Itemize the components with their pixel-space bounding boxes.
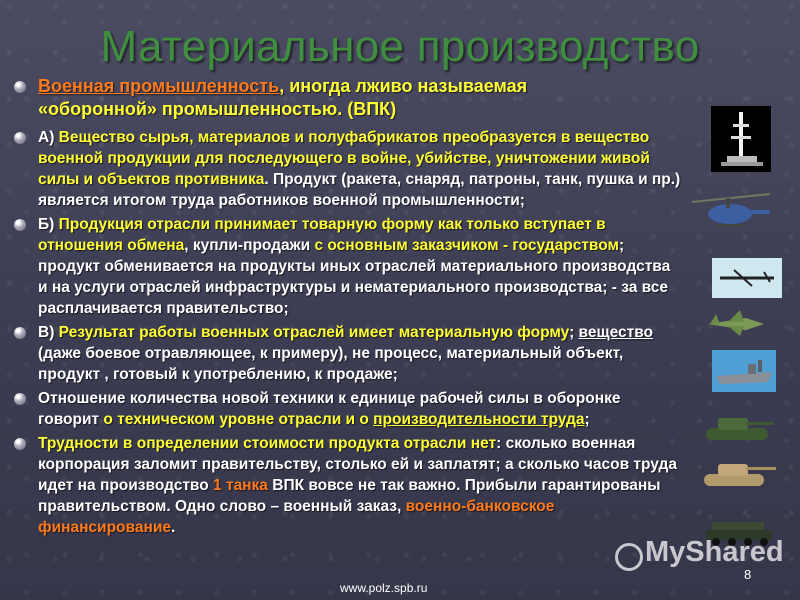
footer-site: www.polz.spb.ru (340, 581, 428, 595)
bullet-1 (14, 75, 684, 121)
bullet-dot-icon (14, 438, 26, 450)
bullet-dot-icon (14, 132, 26, 144)
bullet-5 (14, 388, 684, 430)
bullet-6-part-4: ВПК вовсе не так важно. Прибыли гарантированы правительством. Одно слово – военный заказ, (38, 477, 661, 515)
jet-fighter-picture (706, 308, 766, 338)
slide-title: Материальное производство (100, 22, 700, 71)
bullet-6-part-5: военно-банковское финансирование (38, 498, 555, 536)
bullet-1-part-2: , иногда лживо называемая (279, 76, 528, 96)
bullet-4-part-1: В) (38, 324, 59, 341)
bullet-6-part-6: . (170, 519, 176, 536)
tank-picture (700, 410, 776, 446)
self-propelled-gun-picture (698, 458, 778, 492)
bullet-4-part-3: ; (569, 324, 579, 341)
bullet-2 (14, 127, 684, 211)
drone-picture (712, 258, 782, 298)
launch-tower-picture (711, 106, 771, 172)
bullet-2-part-2: Вещество сырья, материалов и полуфабрикатов преобразуется в вещество военной продукции для последующего в войне, убийстве, уничтожении живой силы и объектов противника (38, 129, 650, 188)
bullet-3 (14, 214, 684, 319)
bullet-6 (14, 433, 684, 538)
bullet-2-part-3: . Продукт (ракета, снаряд, патроны, танк, пушка и пр.) является итогом труда работников военной промышленности; (38, 171, 681, 209)
bullet-5-part-4: ; (584, 411, 590, 428)
bullet-4-part-5: (даже боевое отравляющее, к примеру), не процесс, материальный объект, продукт , готовый к употреблению, к продаже; (38, 345, 624, 383)
bullet-6-part-1: Трудности в определении стоимости продукта отрасли нет (38, 435, 497, 452)
bullet-3-part-5: ; продукт обменивается на продукты иных отраслей материального производства и на услуги отраслей инфраструктуры и нематериального производства; - за все расплачивается правительство; (38, 237, 671, 317)
bullet-dot-icon (14, 327, 26, 339)
bullet-list (14, 75, 684, 541)
page-number: 8 (744, 567, 752, 582)
bullet-4 (14, 322, 684, 385)
bullet-dot-icon (14, 219, 26, 231)
bullet-4-part-4: вещество (578, 324, 653, 341)
bullet-1-part-3: «оборонной» промышленностью. (ВПК) (38, 99, 397, 119)
bullet-3-part-3: , купли-продажи (184, 237, 315, 254)
bullet-3-part-4: с основным заказчиком - государством (314, 237, 619, 254)
bullet-4-part-2: Результат работы военных отраслей имеет материальную форму (58, 324, 570, 341)
bullet-2-part-1: А) (38, 129, 59, 146)
bullet-6-part-3: 1 танка (213, 477, 268, 494)
bullet-5-part-1: Отношение количества новой техники к единице рабочей силы в оборонке говорит (38, 390, 621, 428)
bullet-1-part-1: Военная промышленность (38, 76, 280, 96)
bullet-5-part-3: производительности труда (373, 411, 585, 428)
bullet-dot-icon (14, 81, 26, 93)
bullet-dot-icon (14, 393, 26, 405)
helicopter-picture (688, 180, 774, 244)
bullet-5-part-2: о техническом уровне отрасли и о (103, 411, 374, 428)
bullet-3-part-1: Б) (38, 216, 59, 233)
bullet-3-part-2: Продукция отрасли принимает товарную форму как только вступает в отношения обмена (38, 216, 606, 254)
aircraft-carrier-picture (712, 350, 776, 392)
bullet-6-part-2: : сколько военная корпорация заломит правительству, столько ей и заплатят; а сколько часов труда идет на производство (38, 435, 677, 494)
watermark: MyShared (645, 536, 784, 568)
